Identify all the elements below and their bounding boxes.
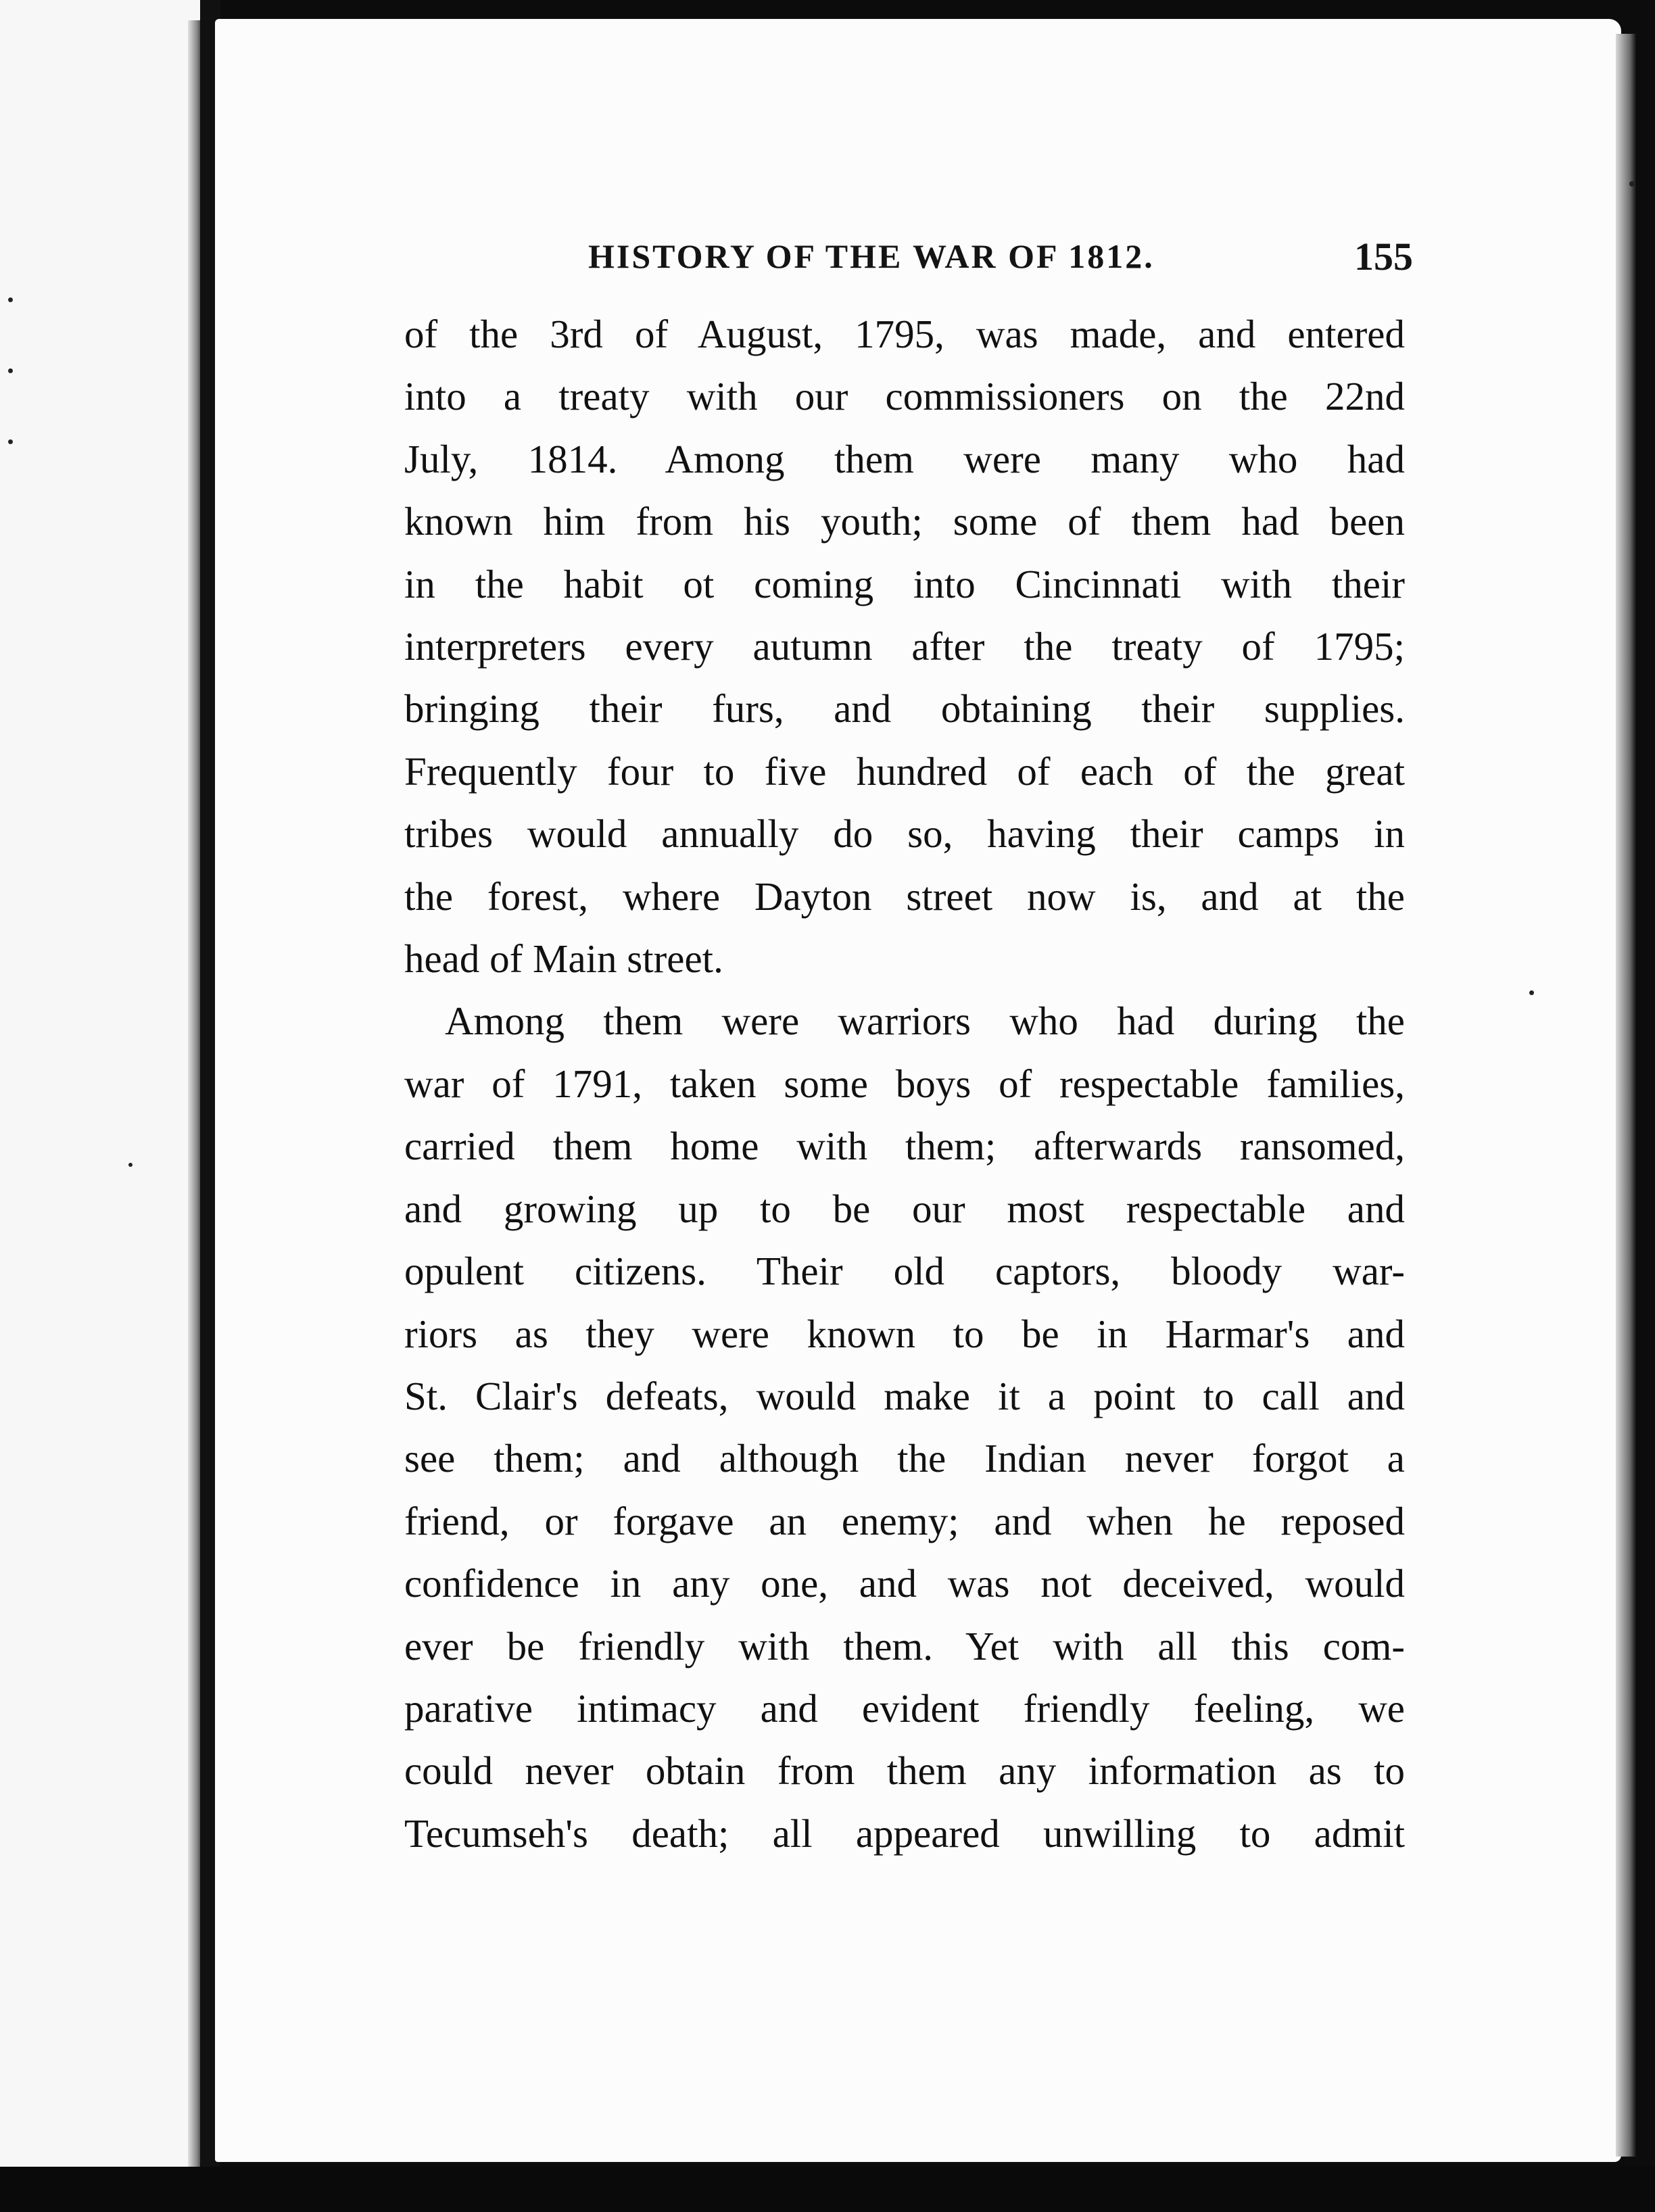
scan-speck — [1629, 181, 1635, 187]
running-header — [588, 237, 1413, 284]
text-line: see them; and although the Indian never forgot a — [404, 1436, 1405, 1481]
page-number: 155 — [1354, 235, 1413, 279]
scan-speck — [1529, 990, 1534, 995]
scan-bottom-border — [0, 2167, 1655, 2212]
text-line: known him from his youth; some of them had been — [404, 499, 1405, 544]
text-line: war of 1791, taken some boys of respectable families, — [404, 1061, 1405, 1106]
scan-speck — [8, 297, 13, 302]
text-line: into a treaty with our commissioners on the 22nd — [404, 374, 1405, 419]
text-line: bringing their furs, and obtaining their supplies. — [404, 686, 1405, 731]
text-line: in the habit ot coming into Cincinnati with their — [404, 561, 1405, 606]
text-line: opulent citizens. Their old captors, bloody war- — [404, 1249, 1405, 1294]
facing-page-edge — [0, 0, 200, 2170]
paragraph-1 — [404, 303, 1405, 990]
text-line: could never obtain from them any information as to — [404, 1748, 1405, 1794]
paragraph-2 — [404, 990, 1405, 1865]
running-title: HISTORY OF THE WAR OF 1812. — [588, 237, 1155, 275]
text-line: the forest, where Dayton street now is, and at the — [404, 873, 1405, 919]
text-line: Tecumseh's death; all appeared unwilling to admit — [404, 1810, 1405, 1856]
text-line: interpreters every autumn after the treaty of 1795; — [404, 624, 1405, 669]
text-line: friend, or forgave an enemy; and when he reposed — [404, 1498, 1405, 1543]
text-line: and growing up to be our most respectable and — [404, 1186, 1405, 1231]
text-line: July, 1814. Among them were many who had — [404, 436, 1405, 481]
text-line: St. Clair's defeats, would make it a point to call and — [404, 1373, 1405, 1418]
scan-speck — [128, 1163, 133, 1167]
text-line: tribes would annually do so, having their camps in — [404, 811, 1405, 857]
scan-speck — [8, 439, 13, 444]
text-line: ever be friendly with them. Yet with all this com- — [404, 1623, 1405, 1668]
text-line: carried them home with them; afterwards ransomed, — [404, 1124, 1405, 1169]
text-line: of the 3rd of August, 1795, was made, and entered — [404, 312, 1405, 356]
scan-speck — [8, 368, 13, 373]
text-line: riors as they were known to be in Harmar's and — [404, 1311, 1405, 1356]
text-line: Among them were warriors who had during the — [445, 999, 1405, 1044]
text-line: head of Main street. — [404, 936, 723, 982]
text-line: confidence in any one, and was not deceived, would — [404, 1561, 1405, 1606]
text-line: parative intimacy and evident friendly feeling, we — [404, 1685, 1405, 1731]
body-text — [404, 303, 1405, 1865]
page-fore-edge — [1616, 34, 1636, 2157]
text-line: Frequently four to five hundred of each of the great — [404, 748, 1405, 794]
